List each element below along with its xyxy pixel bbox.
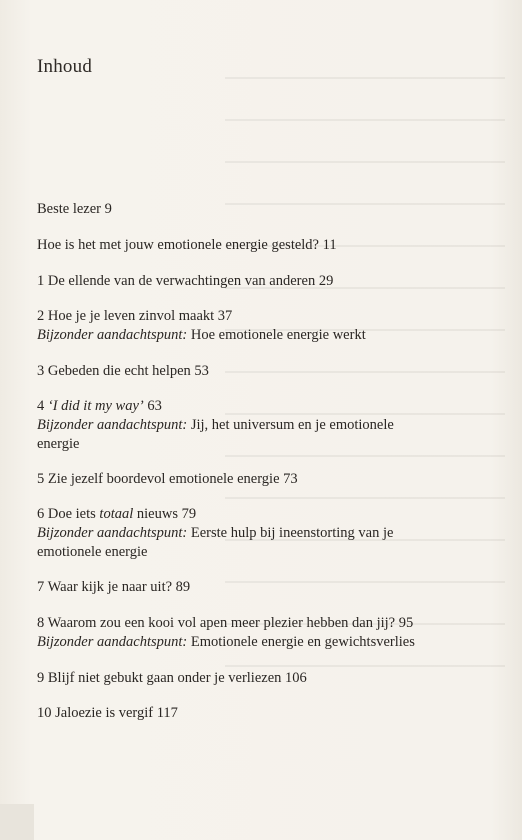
page-corner-shadow	[0, 804, 34, 840]
toc-entry: 2 Hoe je je leven zinvol maakt 37 Bijzonder aandachtspunt: Hoe emotionele energie werkt	[37, 308, 366, 343]
toc-entry: Beste lezer 9	[37, 201, 112, 217]
toc-entry: 5 Zie jezelf boordevol emotionele energie 73	[37, 471, 298, 487]
subsection-label: Bijzonder aandachtspunt:	[37, 634, 188, 650]
subsection-label: Bijzonder aandachtspunt:	[37, 525, 188, 541]
subsection-label: Bijzonder aandachtspunt:	[37, 417, 188, 433]
page-title: Inhoud	[37, 56, 93, 77]
toc-entry: Hoe is het met jouw emotionele energie gesteld? 11	[37, 237, 337, 253]
toc-entry: 4 ‘I did it my way’ 63 Bijzonder aandachtspunt: Jij, het universum en je emotionele energie	[37, 398, 394, 452]
toc-entry: 1 De ellende van de verwachtingen van anderen 29	[37, 273, 334, 289]
toc-entry: 9 Blijf niet gebukt gaan onder je verliezen 106	[37, 670, 307, 686]
toc-entry: 8 Waarom zou een kooi vol apen meer plezier hebben dan jij? 95 Bijzonder aandachtspunt: Emotionele energie en gewichtsverlies	[37, 615, 415, 650]
toc-entry: 7 Waar kijk je naar uit? 89	[37, 579, 191, 595]
toc-entry: 6 Doe iets totaal nieuws 79 Bijzonder aandachtspunt: Eerste hulp bij ineenstorting van je emotionele energie	[37, 506, 394, 560]
toc-entry: 3 Gebeden die echt helpen 53	[37, 363, 209, 379]
subsection-label: Bijzonder aandachtspunt:	[37, 327, 188, 343]
toc-entry: 10 Jaloezie is vergif 117	[37, 705, 178, 721]
